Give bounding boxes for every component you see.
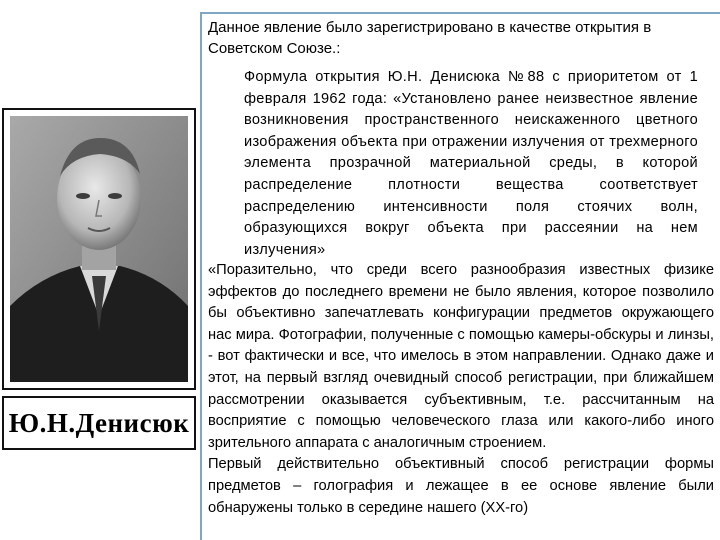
discovery-formula: Формула открытия Ю.Н. Денисюка №88 с приоритетом от 1 февраля 1962 года: «Установлено ранее неизвестное явление возникновения пространственного неискаженного цветного изображения объекта при отражении излучения от трехмерного элемента прозрачной материальной среды, в которой распределение плотности вещества соответствует распределению интенсивности поля стоячих волн, образующихся вокруг объекта при рассеянии на нем излучения» — [244, 69, 698, 258]
quote-block — [208, 260, 714, 519]
intro-text: Данное явление было зарегистрировано в качестве открытия в Советском Союзе.: — [208, 19, 652, 57]
text-panel — [200, 12, 720, 540]
portrait-caption: Ю.Н.Денисюк — [8, 407, 190, 438]
quote-paragraph-1: «Поразительно, что среди всего разнообразия известных физике эффектов до последнего времени не было явления, которое позволило бы объективно запечатлевать конфигурации предметов окружающего нас мира. Фотографии, полученные с помощью камеры-обскуры и линзы, - вот фактически и все, что имелось в этом направлении. Однако даже и этот, на первый взгляд очевидный способ регистрации, при ближайшем рассмотрении оказывается субъективным, т.е. рассчитанным на восприятие с помощью человеческого глаза или какого-либо иного зрительного аппарата с аналогичным строением. — [208, 262, 714, 451]
quote-paragraph-2: Первый действительно объективный способ регистрации формы предметов – голография и лежащее в ее основе явление были обнаружены только в середине нашего (ХХ-го) — [208, 456, 714, 516]
portrait-frame — [2, 108, 196, 390]
portrait-photo — [10, 116, 188, 382]
portrait-image — [10, 116, 188, 382]
portrait-caption-box — [2, 396, 196, 450]
